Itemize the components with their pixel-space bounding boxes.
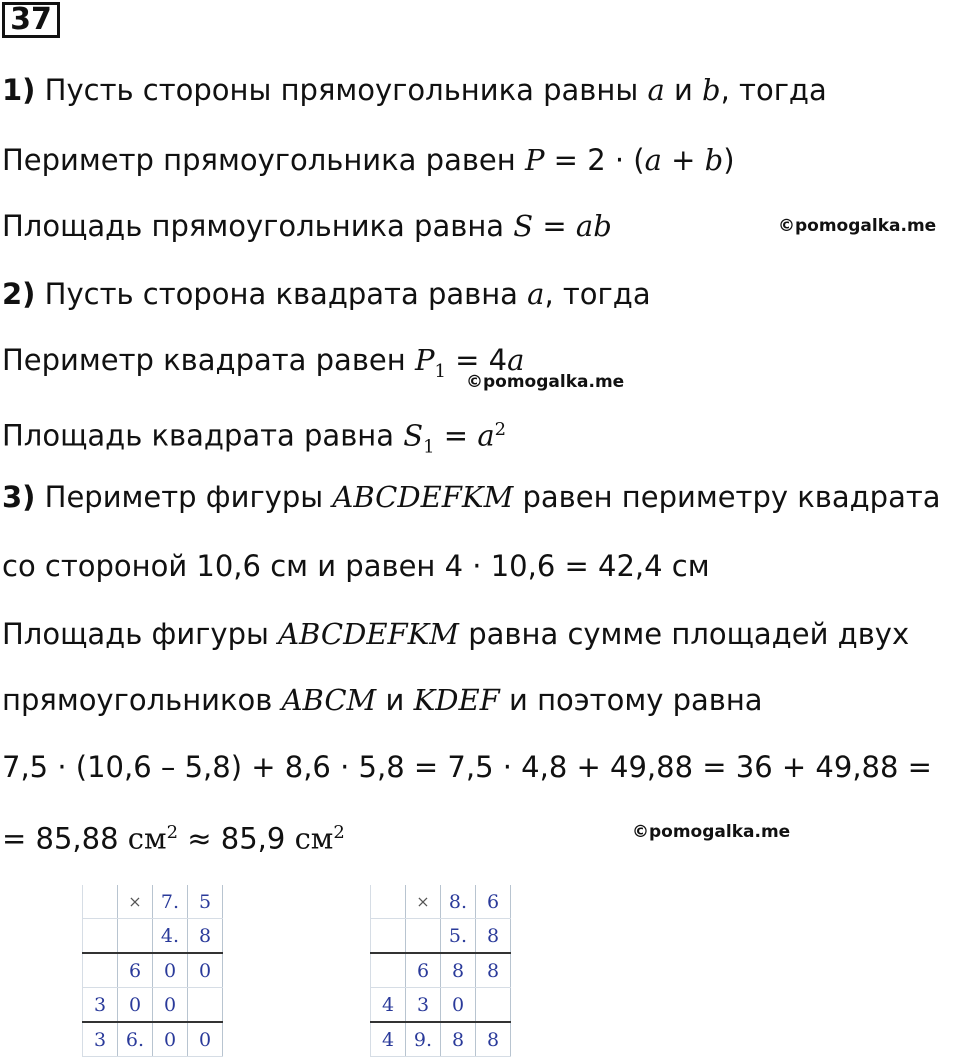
line-5: Периметр квадрата равен $P_1 = 4a$ — [2, 343, 525, 382]
item-number-2: 2) — [2, 277, 36, 311]
multiplication-7.5x4.8: × 7. 5 4. 8 6 0 0 3 0 0 3 6. 0 0 — [82, 885, 223, 1057]
item-number-3: 3) — [2, 480, 36, 514]
line-9: Площадь фигуры ABCDEFKM равна сумме площадей двух — [2, 617, 910, 651]
line-6: Площадь квадрата равна $S_1 = a^2$ — [2, 418, 507, 458]
item-number-1: 1) — [2, 73, 36, 107]
line-11: 7,5 · (10,6 – 5,8) + 8,6 · 5,8 = 7,5 · 4,8 + 49,88 = 36 + 49,88 = — [2, 750, 932, 784]
line-2: Периметр прямоугольника равен P = 2 · (a + b) — [2, 143, 735, 177]
line-12: = 85,88 $см^2 \approx 85,9$ $см^2$ — [2, 821, 345, 856]
line-1: 1) Пусть стороны прямоугольника равны a и b, тогда — [2, 73, 827, 107]
line-8: со стороной 10,6 см и равен 4 · 10,6 = 42,4 см — [2, 549, 710, 583]
multiplication-8.6x5.8: × 8. 6 5. 8 6 8 8 4 3 0 4 9. 8 8 — [370, 885, 511, 1057]
problem-number-badge: 37 — [2, 2, 60, 38]
watermark: ©pomogalka.me — [778, 216, 937, 236]
line-10: прямоугольников ABCM и KDEF и поэтому равна — [2, 683, 763, 717]
watermark: ©pomogalka.me — [466, 372, 625, 392]
line-7: 3) Периметр фигуры ABCDEFKM равен периметру квадрата — [2, 480, 941, 514]
line-4: 2) Пусть сторона квадрата равна a, тогда — [2, 277, 651, 311]
line-3: Площадь прямоугольника равна S = ab — [2, 209, 612, 243]
watermark: ©pomogalka.me — [632, 822, 791, 842]
